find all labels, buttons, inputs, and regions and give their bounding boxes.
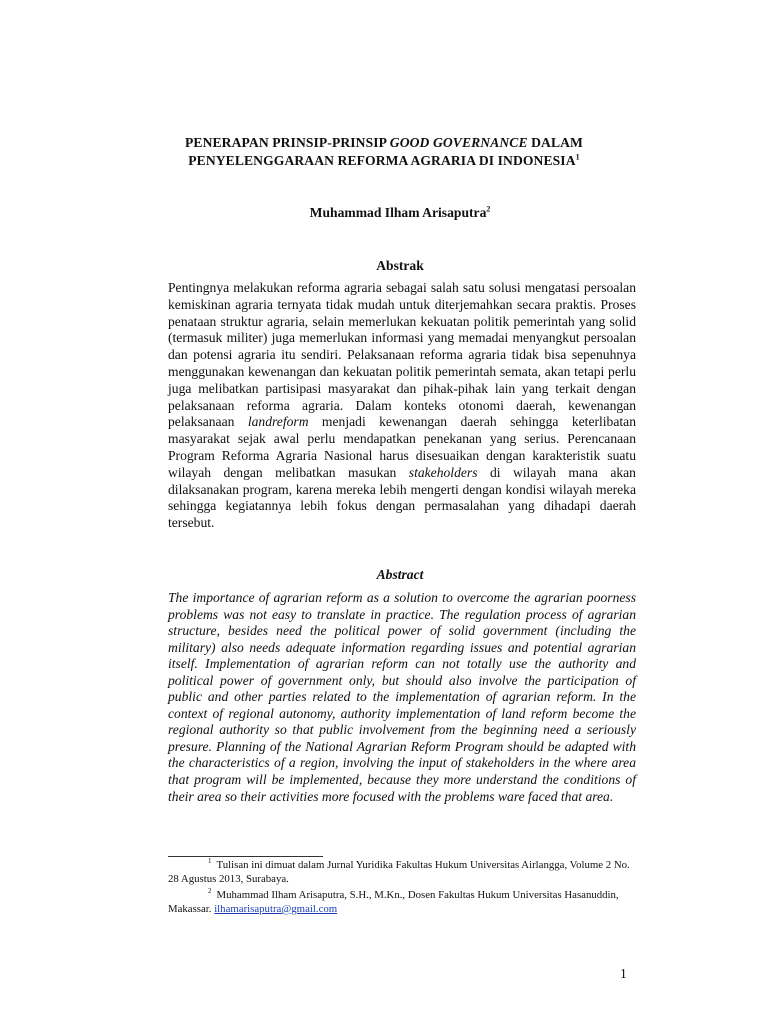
abstrak-text-1: Pentingnya melakukan reforma agraria sebagai salah satu solusi mengatasi persoalan kemiskinan agraria ternyata tidak mudah untuk diterjemahkan secara praktis. Proses penataan struktur agraria, selain memerlukan kekuatan politik pemerintah yang solid (termasuk militer) juga memerlukan informasi yang memadai menyangkut persoalan dan potensi agraria itu sendiri. Pelaksanaan reforma agraria tidak bisa sepenuhnya menggunakan kewenangan dan kekuatan politik pemerintah semata, akan tetapi perlu juga melibatkan partisipasi masyarakat dan pihak-pihak lain yang terkait dengan pelaksanaan reforma agraria. Dalam konteks otonomi daerah, kewenangan pelaksanaan (168, 280, 636, 430)
author-footnote-ref[interactable]: 2 (486, 204, 491, 214)
abstrak-term-stakeholders: stakeholders (408, 464, 478, 480)
abstract-paragraph: The importance of agrarian reform as a solution to overcome the agrarian poorness problems was not easy to translate in practice. The regulation process of agrarian structure, besides need the political power of solid government (including the military) also needs adequate information regarding issues and potential agrarian itself. Implementation of agrarian reform can not totally use the authority and political power of government only, but should also involve the participation of public and other parties related to the implementation of agrarian reform. In the context of regional autonomy, authority implementation of land reform become the regional authority so that public involvement from the beginning need a seriously presure. Planning of the National Agrarian Reform Program should be adapted with the characteristics of a region, involving the input of stakeholders in the where area that program will be implemented, because they more understand the conditions of their area so their activities more focused with the problems ware faced that area. (168, 590, 636, 804)
page-number: 1 (620, 966, 627, 981)
footnotes (168, 858, 636, 918)
abstrak-heading: Abstrak (376, 258, 424, 273)
title-line-1-start: PENERAPAN PRINSIP-PRINSIP (185, 135, 390, 150)
footnote-2 (168, 888, 636, 916)
abstrak-paragraph (168, 280, 636, 532)
abstrak-text-3: di wilayah mana akan dilaksanakan program, karena mereka lebih mengerti dengan kondisi wilayah mereka sehingga kegiatannya lebih fokus dengan permasalahan yang dihadapi daerah tersebut. (168, 464, 636, 531)
author-name: Muhammad Ilham Arisaputra (309, 205, 487, 220)
footnote-number: 2 (208, 887, 212, 896)
abstrak-term-landreform: landreform (247, 414, 309, 430)
footnote-text: Muhammad Ilham Arisaputra, S.H., M.Kn., Dosen Fakultas Hukum Universitas Hasanuddin, Makassar. (168, 889, 619, 915)
footnote-text: Tulisan ini dimuat dalam Jurnal Yuridika Fakultas Hukum Universitas Airlangga, Volume 2 No. 28 Agustus 2013, Surabaya. (168, 859, 630, 885)
author-line (0, 205, 768, 221)
title-line-1 (0, 134, 768, 152)
author-email-link[interactable]: ilhamarisaputra@gmail.com (214, 903, 338, 915)
title-italic-term: GOOD GOVERNANCE (389, 135, 528, 150)
footnote-number: 1 (208, 857, 212, 866)
title-line-1-end: DALAM (527, 135, 583, 150)
title-line-2-text: PENYELENGGARAAN REFORMA AGRARIA DI INDONESIA (188, 153, 576, 168)
title-footnote-ref[interactable]: 1 (575, 152, 580, 162)
title-line-2 (0, 152, 768, 170)
paper-title (0, 134, 768, 170)
abstract-heading: Abstract (376, 567, 424, 582)
abstrak-text-2: menjadi kewenangan daerah sehingga keterlibatan masyarakat sejak awal perlu mendapatkan penekanan yang serius. Perencanaan Program Reforma Agraria Nasional harus disesuaikan dengan karakteristik suatu wilayah dengan melibatkan masukan (168, 414, 636, 480)
footnote-1 (168, 858, 636, 886)
